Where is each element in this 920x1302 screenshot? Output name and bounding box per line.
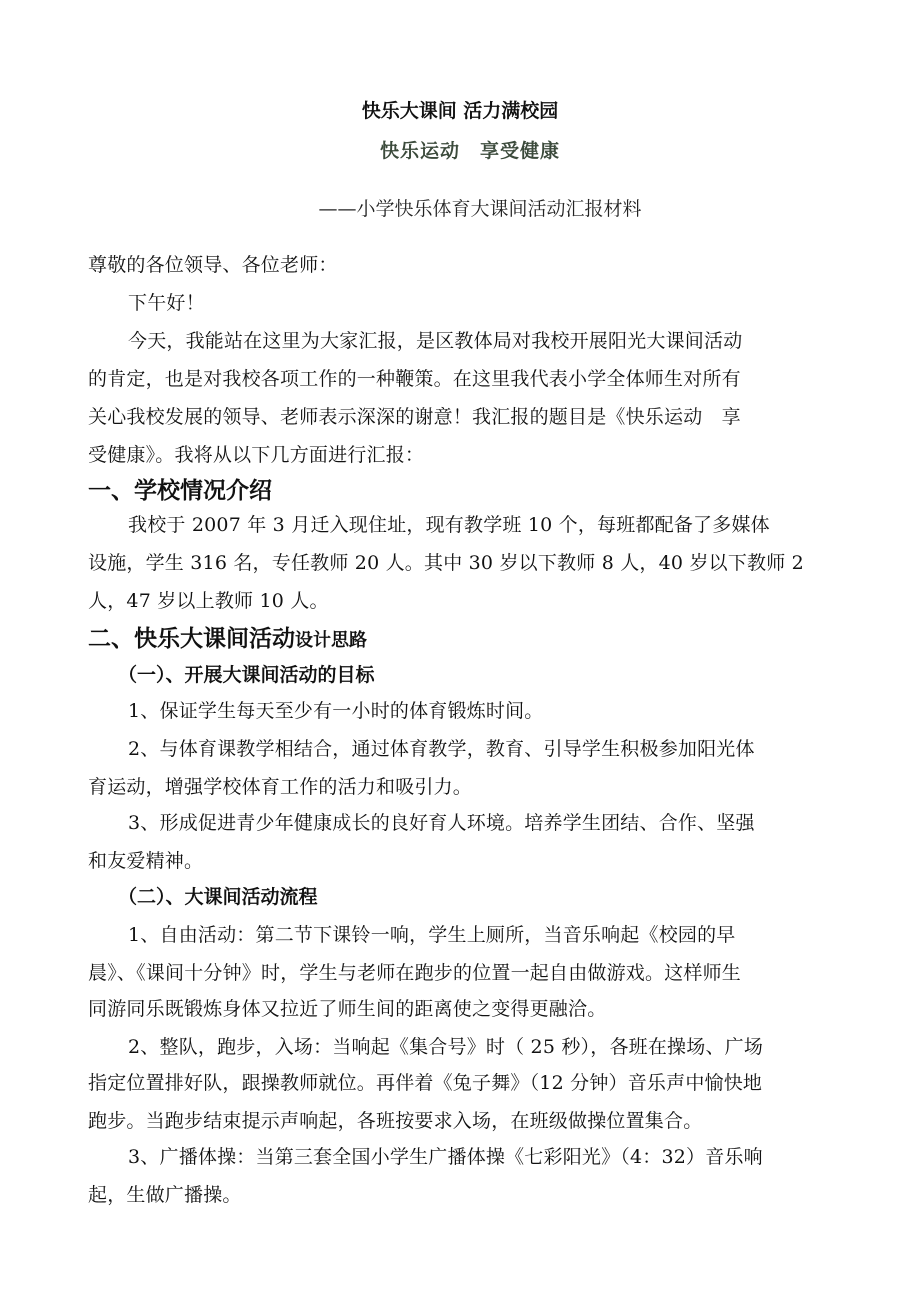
doc-title: 快乐大课间 活力满校园: [361, 100, 559, 122]
goal-line: 1、保证学生每天至少有一小时的体育锻炼时间。: [128, 700, 544, 722]
flow-line: 晨》、《课间十分钟》时，学生与老师在跑步的位置一起自由做游戏。这样师生: [88, 962, 742, 984]
section1-line: 设施，学生 316 名，专任教师 20 人。其中 30 岁以下教师 8 人，40 岁以下教师 2: [88, 552, 804, 574]
flow-line: 起，生做广播操。: [88, 1184, 242, 1206]
goal-line: 育运动，增强学校体育工作的活力和吸引力。: [88, 776, 473, 798]
section-heading-small: 设计思路: [295, 630, 367, 651]
flow-line: 3、广播体操：当第三套全国小学生广播体操《七彩阳光》（4：32）音乐响: [128, 1146, 763, 1168]
subsection-heading: （一）、开展大课间活动的目标: [118, 664, 375, 686]
goal-line: 3、形成促进青少年健康成长的良好育人环境。培养学生团结、合作、坚强: [128, 812, 755, 834]
goal-line: 和友爱精神。: [88, 850, 204, 872]
greeting: 尊敬的各位领导、各位老师：: [88, 254, 338, 276]
flow-line: 指定位置排好队，跟操教师就位。再伴着《兔子舞》（12 分钟）音乐声中愉快地: [88, 1072, 763, 1094]
intro-line: 受健康》。我将从以下几方面进行汇报：: [88, 444, 425, 466]
section-heading: 一、学校情况介绍: [88, 478, 272, 504]
doc-title-2: 快乐运动 享受健康: [379, 140, 560, 162]
doc-subtitle: ——小学快乐体育大课间活动汇报材料: [318, 198, 642, 220]
flow-line: 2、整队，跑步，入场：当响起《集合号》时（ 25 秒），各班在操场、广场: [128, 1036, 764, 1058]
intro-line: 今天，我能站在这里为大家汇报，是区教体局对我校开展阳光大课间活动: [128, 330, 743, 352]
subsection-heading: （二）、大课间活动流程: [118, 886, 318, 908]
section-heading: [88, 620, 367, 653]
flow-line: 1、自由活动：第二节下课铃一响，学生上厕所，当音乐响起《校园的早: [128, 924, 736, 946]
section1-line: 我校于 2007 年 3 月迁入现住址，现有教学班 10 个，每班都配备了多媒体: [128, 514, 770, 536]
section1-line: 人，47 岁以上教师 10 人。: [88, 590, 329, 612]
section-heading-main: 二、快乐大课间活动: [88, 626, 295, 652]
flow-line: 跑步。当跑步结束提示声响起，各班按要求入场，在班级做操位置集合。: [88, 1110, 703, 1132]
goal-line: 2、与体育课教学相结合，通过体育教学，教育、引导学生积极参加阳光体: [128, 738, 755, 760]
intro-line: 的肯定，也是对我校各项工作的一种鞭策。在这里我代表小学全体师生对所有: [88, 368, 741, 390]
intro-line: 关心我校发展的领导、老师表示深深的谢意！我汇报的题目是《快乐运动 享: [88, 406, 741, 428]
flow-line: 同游同乐既锻炼身体又拉近了师生间的距离使之变得更融洽。: [88, 998, 607, 1020]
hello: 下午好！: [128, 292, 205, 314]
